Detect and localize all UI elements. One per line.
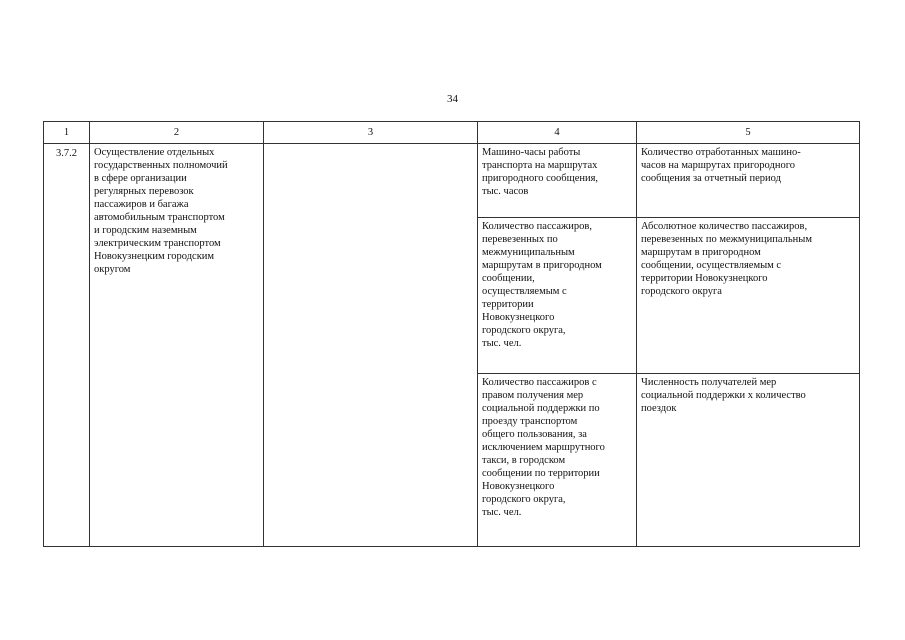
indicator-name-cell: Количество пассажиров, перевезенных по межмуниципальным маршрутам в пригородном сообщении, осуществляемым с территории Новокузнецкого городского округа, тыс. чел. [478,218,637,374]
indicators-table [43,121,860,547]
indicator-name-cell: Машино-часы работы транспорта на маршрутах пригородного сообщения, тыс. часов [478,144,637,218]
indicator-method-cell: Численность получателей мер социальной поддержки x количество поездок [637,374,860,547]
row-number-cell: 3.7.2 [44,144,90,547]
activity-cell: Осуществление отдельных государственных полномочий в сфере организации регулярных перевозок пассажиров и багажа автомобильным транспортом и городским наземным электрическим транспортом Новокузнецким городским округом [90,144,264,547]
header-row [44,122,860,144]
header-cell-4: 4 [478,122,637,144]
indicator-method-cell: Количество отработанных машино- часов на маршрутах пригородного сообщения за отчетный период [637,144,860,218]
indicator-method-cell: Абсолютное количество пассажиров, перевезенных по межмуниципальным маршрутам в пригородном сообщении, осуществляемым с территории Новокузнецкого городского округа [637,218,860,374]
indicator-name-cell: Количество пассажиров с правом получения мер социальной поддержки по проезду транспортом общего пользования, за исключением маршрутного такси, в городском сообщении по территории Новокузнецкого городского округа, тыс. чел. [478,374,637,547]
header-cell-2: 2 [90,122,264,144]
column3-cell [264,144,478,547]
table-row [44,144,860,218]
header-cell-1: 1 [44,122,90,144]
header-cell-3: 3 [264,122,478,144]
header-cell-5: 5 [637,122,860,144]
page-number: 34 [447,93,458,105]
